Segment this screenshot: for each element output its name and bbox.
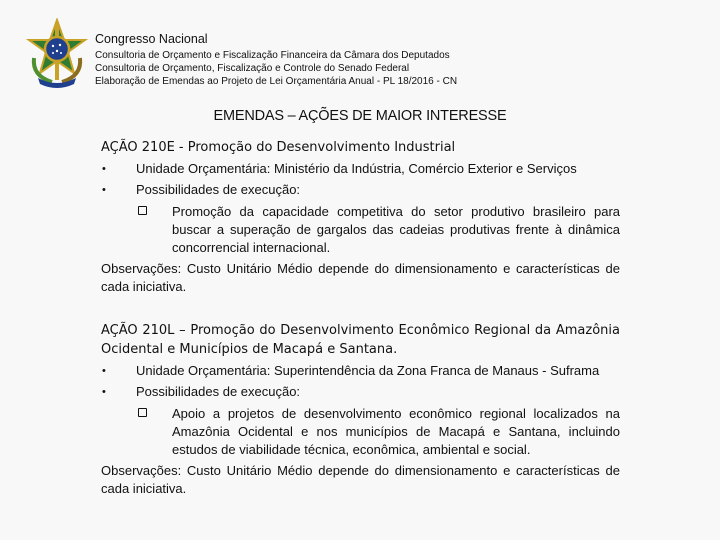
brazil-coat-of-arms-icon xyxy=(24,18,90,88)
header-line-3: Elaboração de Emendas ao Projeto de Lei Orçamentária Anual - PL 18/2016 - CN xyxy=(95,76,458,87)
bullet-icon: • xyxy=(102,163,106,175)
action-section-210l xyxy=(101,321,620,498)
list-item-possibilidade xyxy=(101,203,620,257)
square-bullet-icon xyxy=(138,408,147,417)
possibilidade-text: Promoção da capacidade competitiva do setor produtivo brasileiro para buscar a superação de gargalos das cadeias produtivas frente à dinâmica concorrencial internacional. xyxy=(172,204,620,255)
observacao-text: Observações: Custo Unitário Médio depende do dimensionamento e características de cada iniciativa. xyxy=(101,261,620,294)
list-item-possibilidade xyxy=(101,405,620,459)
unidade-text: Unidade Orçamentária: Ministério da Indústria, Comércio Exterior e Serviços xyxy=(136,161,577,176)
possibilidades-label: Possibilidades de execução: xyxy=(136,182,301,197)
list-item-unidade xyxy=(101,160,620,178)
page-title: EMENDAS – AÇÕES DE MAIOR INTERESSE xyxy=(213,108,507,124)
bullet-icon: • xyxy=(102,184,106,196)
action-title: AÇÃO 210L – Promoção do Desenvolvimento Econômico Regional da Amazônia Ocidental e Municípios de Macapá e Santana. xyxy=(101,323,620,357)
bullet-icon: • xyxy=(102,386,106,398)
observacao-text: Observações: Custo Unitário Médio depende do dimensionamento e características de cada iniciativa. xyxy=(101,463,620,496)
org-name: Congresso Nacional xyxy=(95,32,208,46)
header-line-1: Consultoria de Orçamento e Fiscalização Financeira da Câmara dos Deputados xyxy=(95,50,450,61)
square-bullet-icon xyxy=(138,206,147,215)
action-section-210e xyxy=(101,138,620,296)
header-line-2: Consultoria de Orçamento, Fiscalização e Controle do Senado Federal xyxy=(95,63,410,74)
unidade-text: Unidade Orçamentária: Superintendência da Zona Franca de Manaus - Suframa xyxy=(136,363,600,378)
list-item-possibilidades xyxy=(101,181,620,199)
header xyxy=(95,32,695,88)
action-title: AÇÃO 210E - Promoção do Desenvolvimento Industrial xyxy=(101,140,456,155)
possibilidade-text: Apoio a projetos de desenvolvimento econômico regional localizados na Amazônia Ocidental e nos municípios de Macapá e Santana, incluindo estudos de viabilidade técnica, econômica, ambiental e social. xyxy=(172,406,620,457)
list-item-unidade xyxy=(101,362,620,380)
bullet-icon: • xyxy=(102,365,106,377)
possibilidades-label: Possibilidades de execução: xyxy=(136,384,301,399)
list-item-possibilidades xyxy=(101,383,620,401)
